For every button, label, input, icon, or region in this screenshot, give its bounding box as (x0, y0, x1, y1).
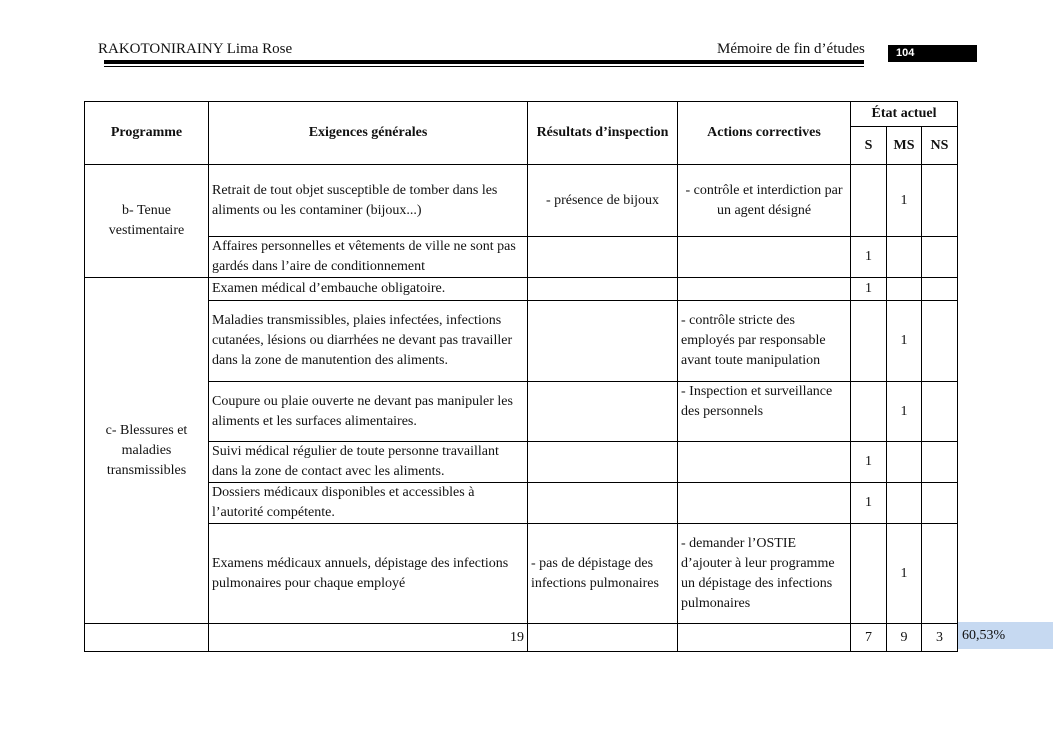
resultat-cell (528, 301, 678, 382)
total-resultats (528, 624, 678, 652)
totals-row (85, 624, 958, 652)
action-cell (678, 442, 851, 483)
s-cell: 1 (851, 483, 887, 524)
resultat-cell (528, 382, 678, 442)
table-row (85, 483, 958, 524)
resultat-cell: - présence de bijoux (528, 165, 678, 237)
exigence-cell: Dossiers médicaux disponibles et accessibles à l’autorité compétente. (209, 483, 528, 524)
ns-cell (922, 278, 958, 301)
s-cell: 1 (851, 237, 887, 278)
ns-cell (922, 382, 958, 442)
header-programme: Programme (85, 102, 209, 165)
header-exigences: Exigences générales (209, 102, 528, 165)
total-actions (678, 624, 851, 652)
resultat-cell (528, 442, 678, 483)
total-programme (85, 624, 209, 652)
header-ms: MS (887, 127, 922, 165)
ms-cell (887, 278, 922, 301)
ms-cell: 1 (887, 301, 922, 382)
total-ms: 9 (887, 624, 922, 652)
ns-cell (922, 442, 958, 483)
ns-cell (922, 301, 958, 382)
action-cell: - contrôle et interdiction par un agent désigné (678, 165, 851, 237)
action-cell (678, 237, 851, 278)
page-number: 104 (888, 45, 977, 62)
ns-cell (922, 483, 958, 524)
action-cell: - demander l’OSTIE d’ajouter à leur programme un dépistage des infections pulmonaires (678, 524, 851, 624)
action-cell (678, 278, 851, 301)
header-document-type: Mémoire de fin d’études (717, 41, 865, 57)
s-cell (851, 301, 887, 382)
s-cell (851, 382, 887, 442)
table-row (85, 524, 958, 624)
exigence-cell: Suivi médical régulier de toute personne travaillant dans la zone de contact avec les aliments. (209, 442, 528, 483)
programme-cell: c- Blessures et maladies transmissibles (85, 278, 209, 624)
table-row (85, 382, 958, 442)
resultat-cell: - pas de dépistage des infections pulmonaires (528, 524, 678, 624)
header-etat-actuel: État actuel (851, 102, 958, 127)
exigence-cell: Maladies transmissibles, plaies infectées, infections cutanées, lésions ou diarrhées ne devant pas travailler dans la zone de manutention des aliments. (209, 301, 528, 382)
header-s: S (851, 127, 887, 165)
s-cell (851, 165, 887, 237)
s-cell (851, 524, 887, 624)
total-exigences: 19 (209, 624, 528, 652)
percentage-value: 60,53% (958, 622, 1053, 649)
total-s: 7 (851, 624, 887, 652)
header-rule (104, 60, 864, 64)
programme-cell: b- Tenue vestimentaire (85, 165, 209, 278)
ns-cell (922, 165, 958, 237)
ms-cell: 1 (887, 524, 922, 624)
ms-cell (887, 237, 922, 278)
resultat-cell (528, 237, 678, 278)
ms-cell (887, 442, 922, 483)
table-row (85, 278, 958, 301)
exigence-cell: Retrait de tout objet susceptible de tomber dans les aliments ou les contaminer (bijoux...) (209, 165, 528, 237)
exigence-cell: Coupure ou plaie ouverte ne devant pas manipuler les aliments et les surfaces alimentaires. (209, 382, 528, 442)
ms-cell: 1 (887, 382, 922, 442)
action-cell: - contrôle stricte des employés par responsable avant toute manipulation (678, 301, 851, 382)
resultat-cell (528, 278, 678, 301)
ns-cell (922, 237, 958, 278)
header-ns: NS (922, 127, 958, 165)
exigence-cell: Examen médical d’embauche obligatoire. (209, 278, 528, 301)
ms-cell (887, 483, 922, 524)
header-resultats: Résultats d’inspection (528, 102, 678, 165)
ns-cell (922, 524, 958, 624)
ms-cell: 1 (887, 165, 922, 237)
exigence-cell: Affaires personnelles et vêtements de ville ne sont pas gardés dans l’aire de conditionnement (209, 237, 528, 278)
inspection-table (84, 101, 958, 652)
header-actions: Actions correctives (678, 102, 851, 165)
table-row (85, 442, 958, 483)
s-cell: 1 (851, 442, 887, 483)
header-author: RAKOTONIRAINY Lima Rose (98, 41, 293, 57)
total-ns: 3 (922, 624, 958, 652)
action-cell (678, 483, 851, 524)
s-cell: 1 (851, 278, 887, 301)
table-row (85, 237, 958, 278)
resultat-cell (528, 483, 678, 524)
table-row (85, 165, 958, 237)
action-cell: - Inspection et surveillance des personnels (678, 382, 851, 442)
header-rule-thin (104, 66, 864, 67)
table-row (85, 301, 958, 382)
exigence-cell: Examens médicaux annuels, dépistage des infections pulmonaires pour chaque employé (209, 524, 528, 624)
